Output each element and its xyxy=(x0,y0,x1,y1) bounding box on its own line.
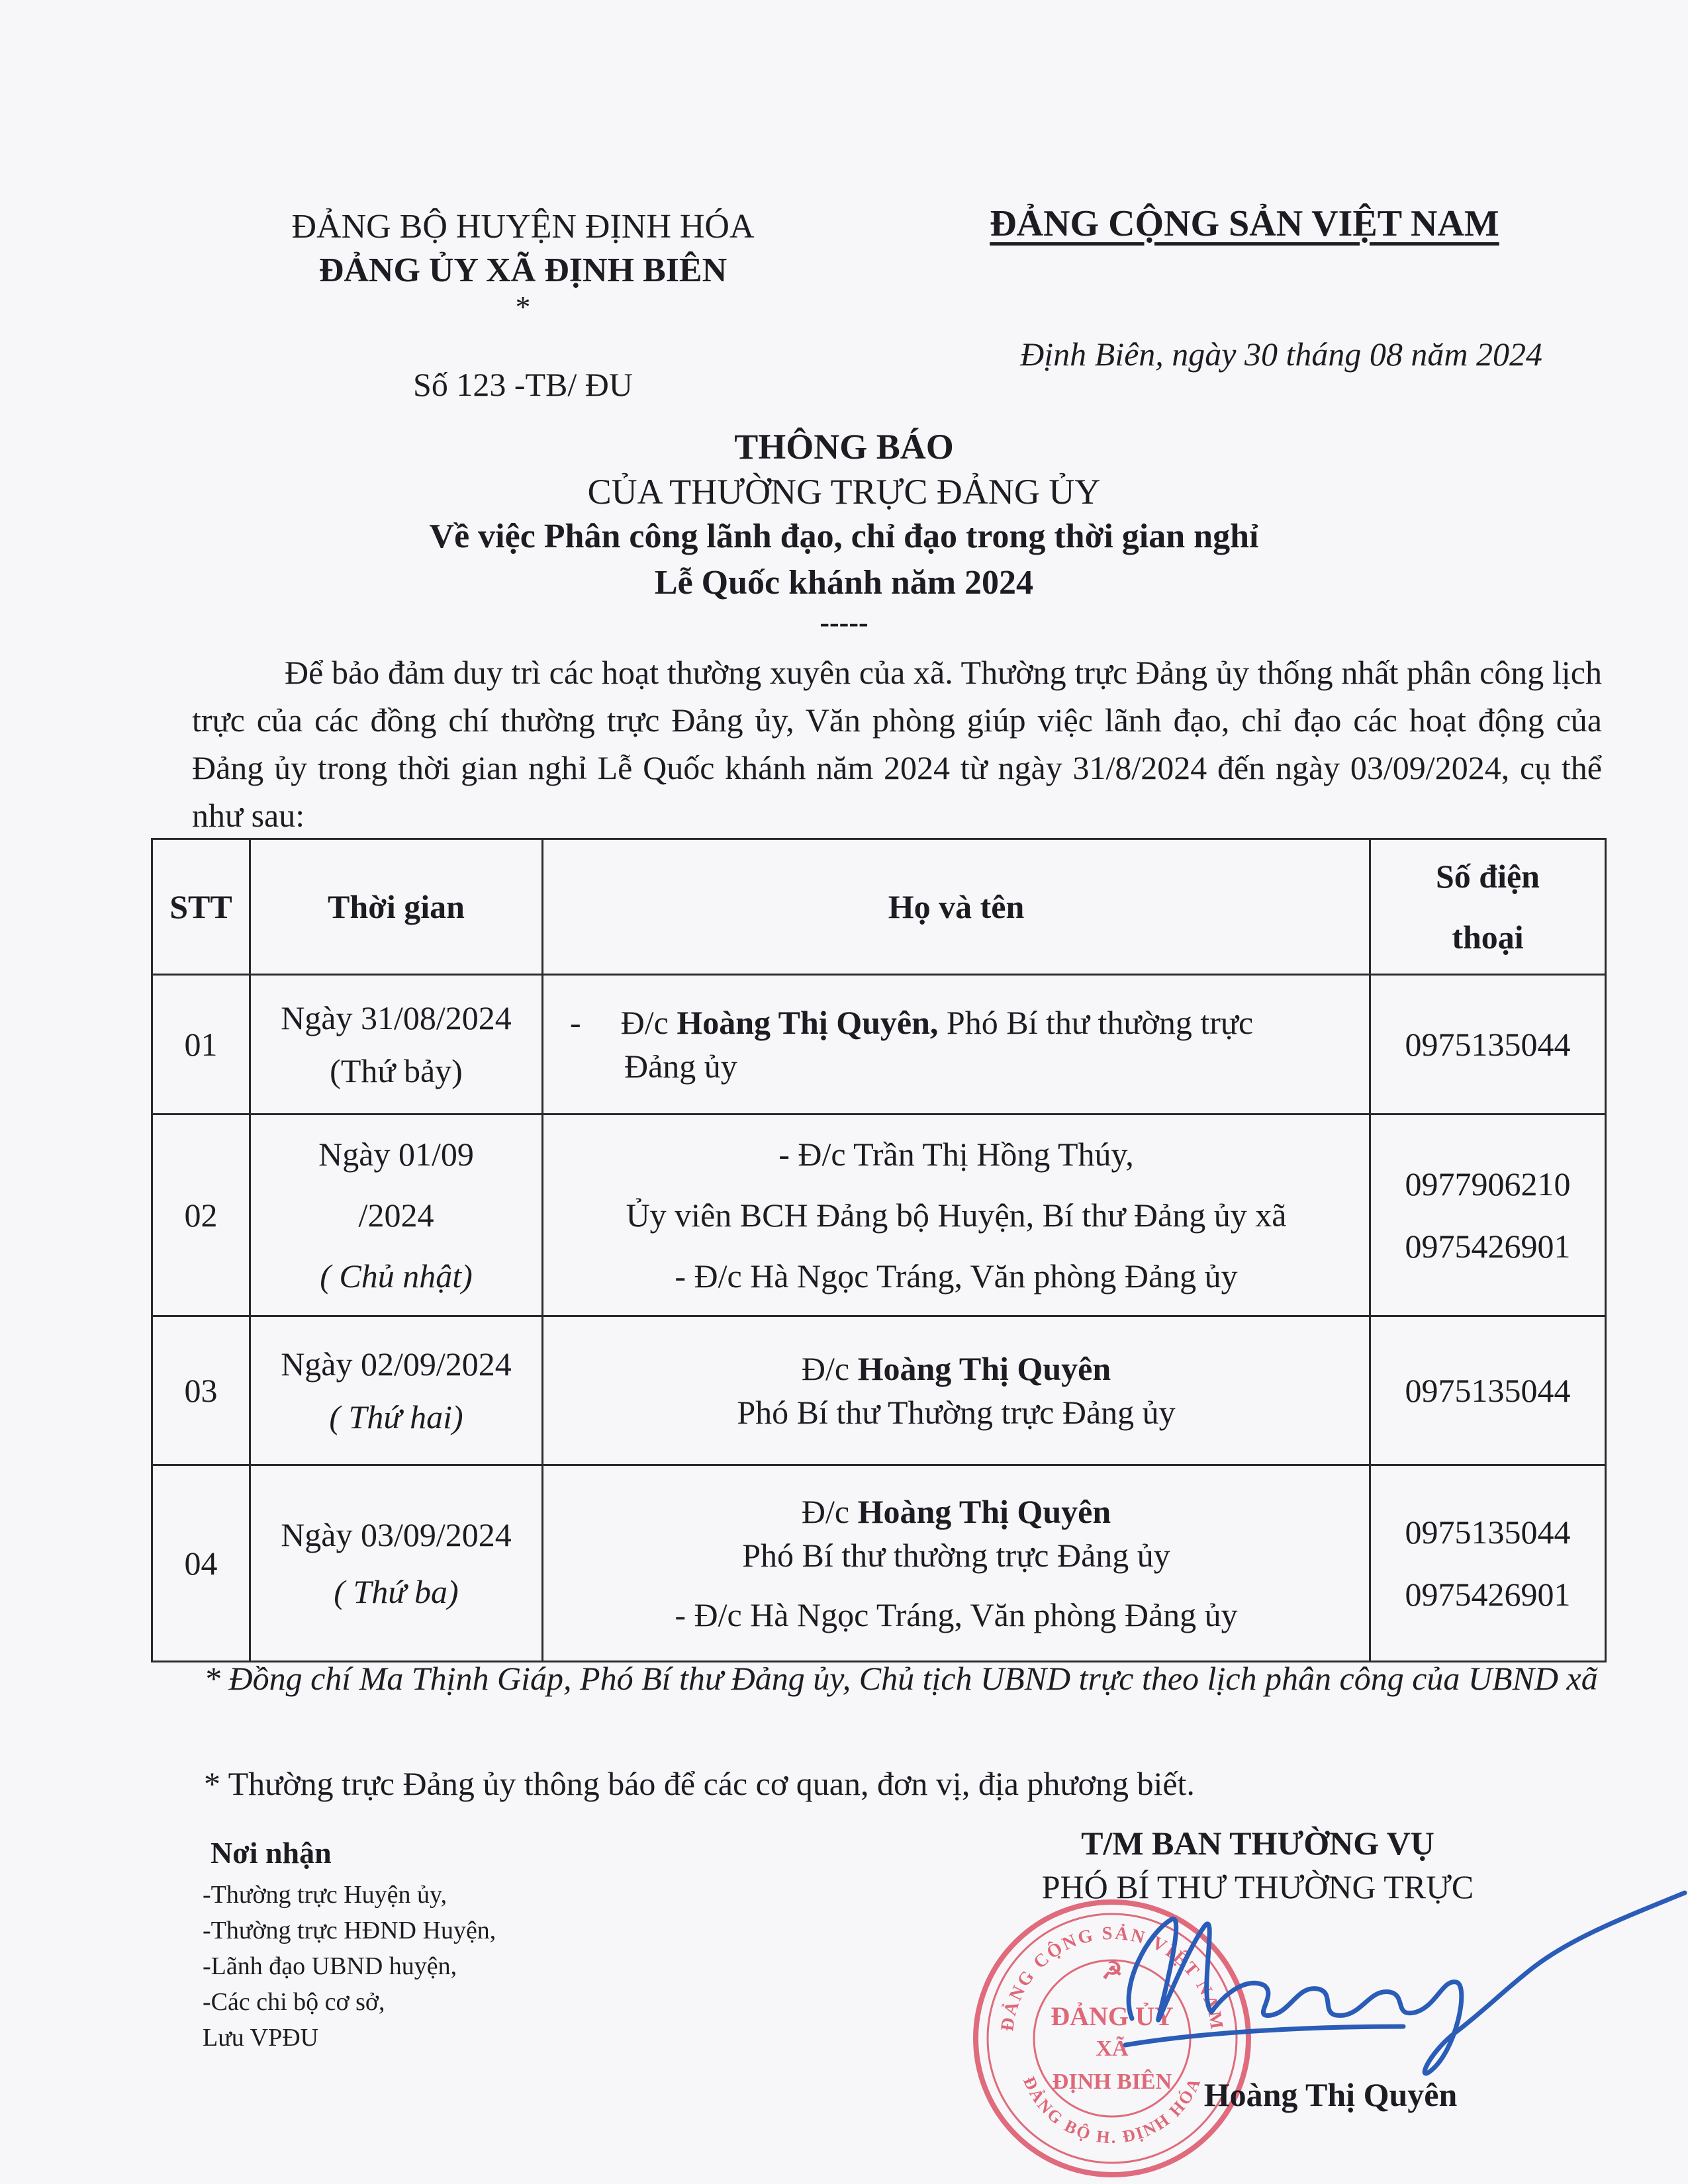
cell-date: Ngày 03/09/2024 xyxy=(281,1516,512,1553)
phone-number: 0975135044 xyxy=(1405,1026,1571,1063)
header-time: Thời gian xyxy=(250,839,543,975)
header-phone xyxy=(1370,839,1606,975)
person-name: Hoàng Thị Quyên xyxy=(857,1493,1111,1530)
table-row xyxy=(152,1115,1606,1316)
cell-phone xyxy=(1370,1115,1606,1316)
cell-date-continued: /2024 xyxy=(358,1197,434,1234)
header-phone-line-1: Số điện xyxy=(1435,858,1540,895)
person-line-3: - Đ/c Hà Ngọc Tráng, Văn phòng Đảng ủy xyxy=(675,1257,1238,1295)
recipient-item: Lưu VPĐU xyxy=(203,2024,319,2052)
cell-weekday: ( Thứ hai) xyxy=(329,1398,463,1435)
org-line-1: ĐẢNG BỘ HUYỆN ĐỊNH HÓA xyxy=(291,208,755,246)
header-stt: STT xyxy=(152,839,250,975)
person-name: Hoàng Thị Quyên, xyxy=(677,1004,939,1041)
intro-paragraph: Để bảo đảm duy trì các hoạt thường xuyên của xã. Thường trực Đảng ủy thống nhất phân công lịch trực của các đồng chí thường trực Đảng ủy, Văn phòng giúp việc lãnh đạo, chỉ đạo các hoạt động của Đảng ủy trong thời gian nghỉ Lễ Quốc khánh năm 2024 từ ngày 31/8/2024 đến ngày 03/09/2024, cụ thể như sau: xyxy=(192,654,1602,834)
phone-number: 0977906210 xyxy=(1405,1165,1571,1203)
cell-person xyxy=(543,1316,1370,1465)
cell-time xyxy=(250,975,543,1115)
recipient-item: -Lãnh đạo UBND huyện, xyxy=(203,1952,457,1980)
cell-person xyxy=(543,1465,1370,1662)
doc-title-line-2: CỦA THƯỜNG TRỰC ĐẢNG ỦY xyxy=(587,472,1101,512)
signer-name: Hoàng Thị Quyên xyxy=(1203,2076,1458,2113)
recipient-item: -Thường trực HĐND Huyện, xyxy=(203,1917,496,1944)
person-line xyxy=(570,1001,1362,1044)
cell-stt: 04 xyxy=(152,1465,250,1662)
party-name xyxy=(940,200,1549,248)
cell-time xyxy=(250,1316,543,1465)
party-name-text: ĐẢNG CỘNG SẢN VIỆT NAM xyxy=(990,203,1499,244)
cell-phone xyxy=(1370,1465,1606,1662)
note-announcement: * Thường trực Đảng ủy thông báo để các cơ quan, đơn vị, địa phương biết. xyxy=(204,1765,1195,1802)
doc-subject-line-1: Về việc Phân công lãnh đạo, chỉ đạo trong thời gian nghỉ xyxy=(429,518,1259,555)
phone-number: 0975135044 xyxy=(1405,1372,1571,1409)
org-star: * xyxy=(515,290,531,324)
person-line xyxy=(550,1347,1362,1390)
person-prefix: Đ/c xyxy=(801,1350,858,1387)
header-phone-line-2: thoại xyxy=(1452,919,1524,956)
cell-date: Ngày 31/08/2024 xyxy=(281,999,512,1036)
org-line-2: ĐẢNG ỦY XÃ ĐỊNH BIÊN xyxy=(318,251,727,289)
cell-weekday: (Thứ bảy) xyxy=(330,1052,463,1089)
cell-date: Ngày 02/09/2024 xyxy=(281,1345,512,1383)
cell-person xyxy=(543,1115,1370,1316)
seal-center-1: ĐẢNG ỦY xyxy=(1051,2001,1174,2031)
seal-center-2: XÃ xyxy=(1096,2036,1129,2061)
signature-title-2: PHÓ BÍ THƯ THƯỜNG TRỰC xyxy=(1041,1868,1474,1905)
table-header-row xyxy=(152,839,1606,975)
header-name: Họ và tên xyxy=(543,839,1370,975)
phone-number: 0975426901 xyxy=(1405,1576,1571,1613)
issuing-organization xyxy=(238,205,808,322)
seal-top-text: ĐẢNG CỘNG SẢN VIỆT NAM xyxy=(997,1923,1228,2033)
cell-stt: 01 xyxy=(152,975,250,1115)
phone-number: 0975135044 xyxy=(1405,1514,1571,1551)
person-prefix: Đ/c xyxy=(620,1004,677,1041)
cell-phone xyxy=(1370,975,1606,1115)
recipients-title: Nơi nhận xyxy=(211,1836,332,1870)
cell-date: Ngày 01/09 xyxy=(318,1136,474,1173)
person-line xyxy=(550,1490,1362,1533)
cell-stt: 03 xyxy=(152,1316,250,1465)
date-line: Định Biên, ngày 30 tháng 08 năm 2024 xyxy=(1020,336,1542,373)
table-row xyxy=(152,975,1606,1115)
cell-stt: 02 xyxy=(152,1115,250,1316)
cell-weekday: ( Chủ nhật) xyxy=(320,1257,473,1295)
doc-title: THÔNG BÁO xyxy=(734,427,954,467)
seal-emblem: ☭ xyxy=(1101,1958,1123,1984)
cell-time xyxy=(250,1115,543,1316)
recipient-item: -Các chi bộ cơ sở, xyxy=(203,1988,385,2016)
cell-time xyxy=(250,1465,543,1662)
table-row xyxy=(152,1316,1606,1465)
seal-center-3: ĐỊNH BIÊN xyxy=(1052,2070,1172,2094)
bullet-dash: - xyxy=(570,1004,581,1041)
duty-schedule-table xyxy=(151,838,1607,1662)
cell-person xyxy=(543,975,1370,1115)
person-role: Phó Bí thư Thường trực Đảng ủy xyxy=(737,1394,1176,1431)
recipient-item: -Thường trực Huyện ủy, xyxy=(203,1881,447,1909)
recipients-list xyxy=(203,1877,666,2056)
person-line-3: - Đ/c Hà Ngọc Tráng, Văn phòng Đảng ủy xyxy=(675,1596,1238,1633)
document-number: Số 123 -TB/ ĐU xyxy=(413,366,633,403)
person-role: Phó Bí thư thường trực Đảng ủy xyxy=(742,1537,1170,1574)
seal-bottom-text: ĐẢNG BỘ H. ĐỊNH HÓA xyxy=(1019,2073,1205,2148)
person-name: Hoàng Thị Quyên xyxy=(857,1350,1111,1387)
person-line-1: - Đ/c Trần Thị Hồng Thúy, xyxy=(778,1136,1134,1173)
person-role: Phó Bí thư thường trực xyxy=(938,1004,1254,1041)
cell-weekday: ( Thứ ba) xyxy=(334,1573,459,1610)
person-role-continued: Đảng ủy xyxy=(624,1048,737,1085)
handwritten-signature xyxy=(1033,1853,1688,2091)
phone-number: 0975426901 xyxy=(1405,1228,1571,1265)
person-prefix: Đ/c xyxy=(801,1493,858,1530)
person-line-2: Ủy viên BCH Đảng bộ Huyện, Bí thư Đảng ủy xã xyxy=(626,1197,1287,1234)
cell-phone xyxy=(1370,1316,1606,1465)
doc-subject-line-2: Lễ Quốc khánh năm 2024 xyxy=(654,564,1034,602)
table-row xyxy=(152,1465,1606,1662)
title-separator: ----- xyxy=(820,606,868,639)
note-chairman: * Đồng chí Ma Thịnh Giáp, Phó Bí thư Đảng ủy, Chủ tịch UBND trực theo lịch phân công của UBND xã xyxy=(204,1660,1598,1697)
signature-title-1: T/M BAN THƯỜNG VỤ xyxy=(1081,1825,1434,1862)
